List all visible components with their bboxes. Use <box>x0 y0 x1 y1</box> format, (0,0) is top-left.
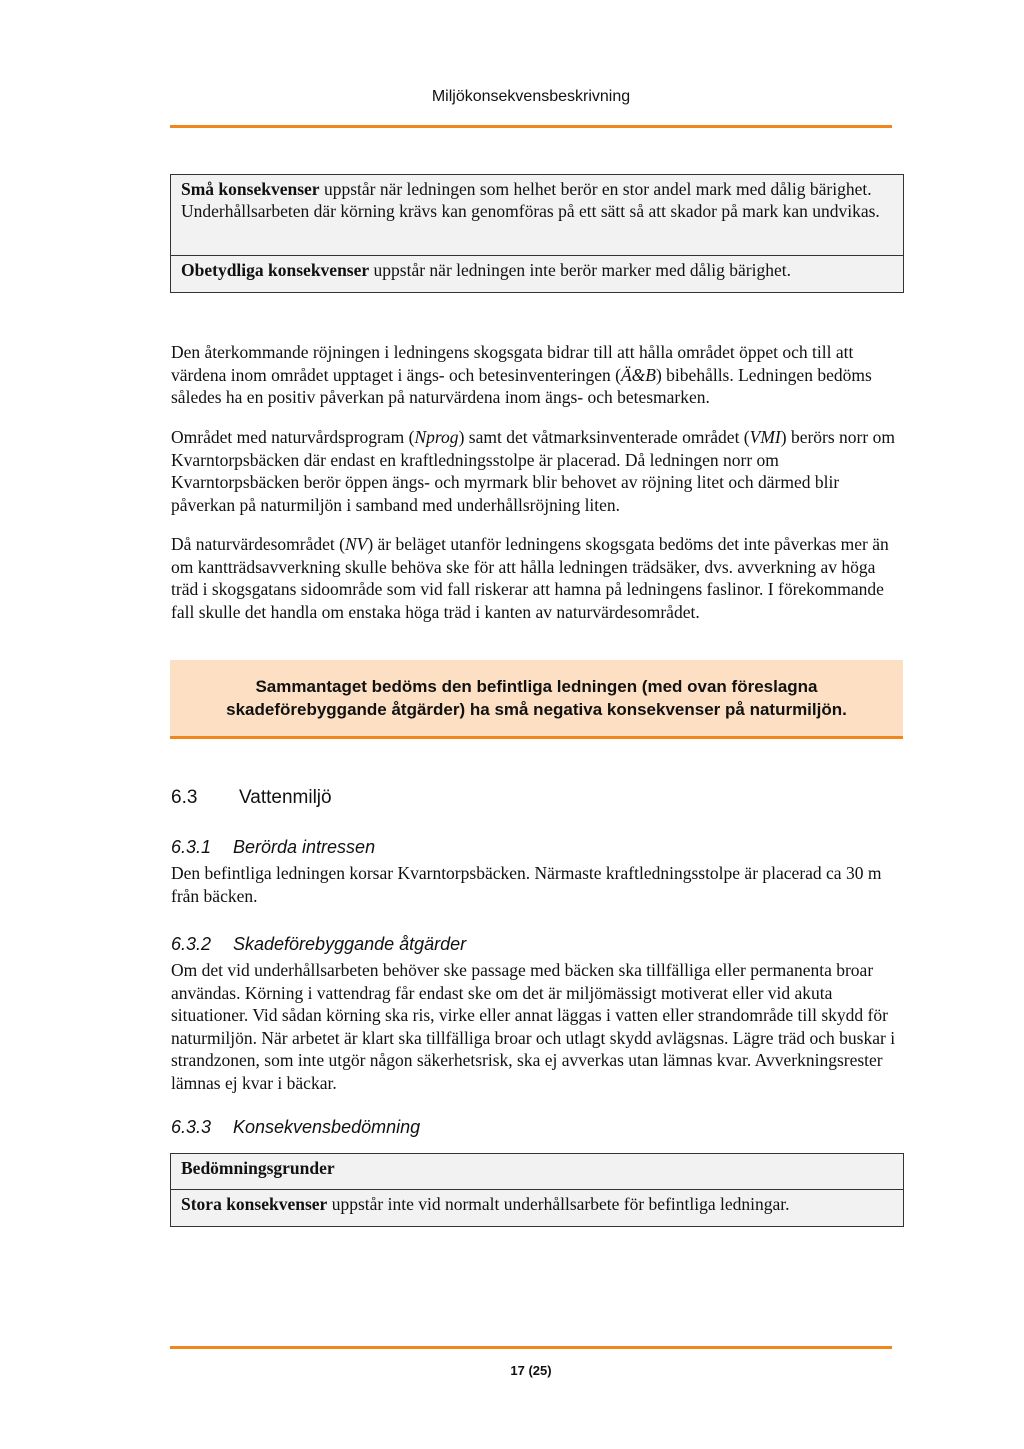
subsection-heading-6-3-1 <box>171 837 375 858</box>
paragraph-nprog-vmi <box>171 426 906 516</box>
text-run: Området med naturvårdsprogram ( <box>171 427 415 447</box>
abbreviation: Ä&B <box>620 364 656 385</box>
table-row <box>171 256 904 293</box>
text-run: ) berörs norr om Kvarntorpsbäcken där endast en kraftledningsstolpe är placerad. Då ledningen norr om Kvarntorpsbäcken berör öppen ängs- och myrmark blir behovet av röjning litet och därmed blir påverkan på naturmiljön i samband med underhållsröjning liten. <box>171 427 895 515</box>
subsection-number: 6.3.1 <box>171 837 212 857</box>
subsection-title: Konsekvensbedömning <box>233 1117 421 1137</box>
paragraph-skadeforebyggande: Om det vid underhållsarbeten behöver ske passage med bäcken ska tillfälliga eller permanenta broar användas. Körning i vattendrag får endast ske om det är miljömässigt motiverat eller vid akuta situationer. Vid sådan körning ska ris, virke eller annat läggas i vatten eller strandområde till skydd för naturmiljön. När arbetet är klart ska tillfälliga broar och utlagt skydd avlägsnas. Lägre träd och buskar i strandzonen, som inte utgör någon säkerhetsrisk, ska ej avverkas utan lämnas kvar. Avverkningsrester lämnas ej kvar i bäckar. <box>171 960 896 1093</box>
criteria-text: uppstår när ledningen som helhet berör en stor andel mark med dålig bärighet. Underhållsarbeten där körning krävs kan genomföras på ett sätt så att skador på mark kan undvikas. <box>181 179 880 221</box>
summary-text: Sammantaget bedöms den befintliga ledningen (med ovan föreslagna skadeförebyggande åtgärder) ha små negativa konsekvenser på naturmiljön. <box>226 677 847 719</box>
page-number: 17 (25) <box>510 1363 552 1378</box>
section-title: Vattenmiljö <box>239 787 332 808</box>
criteria-table-1 <box>170 174 904 293</box>
criteria-term: Obetydliga konsekvenser <box>181 260 370 280</box>
criteria-text: uppstår när ledningen inte berör marker med dålig bärighet. <box>369 260 791 280</box>
text-run: ) samt det våtmarksinventerade området ( <box>458 427 750 447</box>
summary-box <box>170 660 903 739</box>
criteria-term: Små konsekvenser <box>181 179 320 199</box>
criteria-term: Stora konsekvenser <box>181 1194 328 1214</box>
abbreviation: Nprog <box>414 427 459 447</box>
footer-rule <box>170 1346 892 1349</box>
running-header: Miljökonsekvensbeskrivning <box>431 88 631 105</box>
section-heading-6-3 <box>171 787 332 809</box>
table-row <box>171 175 904 256</box>
table-cell <box>171 175 904 256</box>
text-run: ) är beläget utanför ledningens skogsgata bedöms det inte påverkas mer än om kantträdsavverkning skulle behöva ske för att hålla ledningen trädsäker, dvs. avverkning av höga träd i skogsgatans sidoområde som vid fall riskerar att hamna på ledningens faslinor. I förekommande fall skulle det handla om enstaka höga träd i kanten av naturvärdesområdet. <box>171 534 889 622</box>
abbreviation: NV <box>344 534 368 554</box>
text-run: Då naturvärdesområdet ( <box>171 534 345 554</box>
subsection-number: 6.3.2 <box>171 934 212 954</box>
criteria-table-2 <box>170 1153 904 1227</box>
table-row <box>171 1154 904 1190</box>
abbreviation: VMI <box>749 427 781 447</box>
subsection-title: Skadeförebyggande åtgärder <box>233 934 467 954</box>
paragraph-ab <box>171 341 906 409</box>
table-heading-cell <box>171 1154 904 1190</box>
subsection-title: Berörda intressen <box>233 837 376 857</box>
table-cell <box>171 256 904 293</box>
subsection-heading-6-3-3 <box>171 1117 420 1138</box>
text-run: Den återkommande röjningen i ledningens skogsgata bidrar till att hålla området öppet och till att värdena inom området upptaget i ängs- och betesinventeringen ( <box>171 342 854 385</box>
table-heading: Bedömningsgrunder <box>181 1158 335 1178</box>
subsection-heading-6-3-2 <box>171 934 466 955</box>
section-number: 6.3 <box>171 787 198 808</box>
paragraph-berorda-intressen: Den befintliga ledningen korsar Kvarntorpsbäcken. Närmaste kraftledningsstolpe är placerad ca 30 m från bäcken. <box>171 863 882 906</box>
paragraph-nv <box>171 533 906 623</box>
criteria-text: uppstår inte vid normalt underhållsarbete för befintliga ledningar. <box>327 1194 790 1214</box>
text-run: ) bibehålls. Ledningen bedöms således ha en positiv påverkan på naturvärdena inom ängs- och betesmarken. <box>171 364 872 407</box>
table-row <box>171 1190 904 1227</box>
header-rule <box>170 125 892 128</box>
subsection-number: 6.3.3 <box>171 1117 212 1137</box>
table-cell <box>171 1190 904 1227</box>
